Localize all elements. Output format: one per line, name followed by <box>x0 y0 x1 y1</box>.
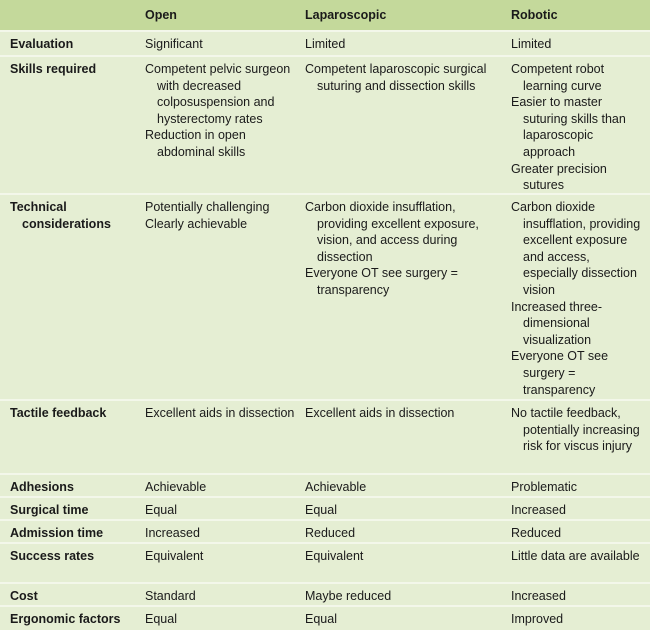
open-cell <box>145 525 300 542</box>
cell-item: Excellent aids in dissection <box>305 406 455 420</box>
robotic-cell <box>511 525 647 542</box>
open-cell <box>145 61 300 161</box>
laparoscopic-cell <box>305 588 505 605</box>
row-label: Admission time <box>10 526 104 540</box>
robotic-cell <box>511 548 647 565</box>
cell-item: Competent laparoscopic surgical suturing and dissection skills <box>305 62 487 93</box>
cell-item: Increased <box>145 526 200 540</box>
row-label: Tactile feedback <box>10 406 107 420</box>
cell-item: Carbon dioxide insufflation, providing excellent exposure and access, especially dissection vision <box>511 200 641 297</box>
cell-item: Easier to master suturing skills than laparoscopic approach <box>511 95 626 159</box>
laparoscopic-cell <box>305 61 505 94</box>
table-header <box>0 0 650 30</box>
row-label: Adhesions <box>10 480 74 494</box>
row-label: Evaluation <box>10 37 74 51</box>
laparoscopic-cell <box>305 36 505 53</box>
table-row <box>0 55 650 193</box>
cell-item: Increased three-dimensional visualization <box>511 299 603 347</box>
header-cell-laparoscopic: Laparoscopic <box>305 8 387 22</box>
open-cell <box>145 199 300 232</box>
row-label: Cost <box>10 589 38 603</box>
cell-item: Equal <box>145 503 177 517</box>
cell-item: Equal <box>145 612 177 626</box>
robotic-cell <box>511 199 647 398</box>
cell-item: Equal <box>305 612 337 626</box>
robotic-cell <box>511 611 647 628</box>
table-row <box>0 496 650 519</box>
cell-item: Potentially challenging <box>145 200 270 214</box>
laparoscopic-cell <box>305 405 505 422</box>
cell-item: Carbon dioxide insufflation, providing excellent exposure, vision, and access during dissection <box>305 200 479 264</box>
open-cell <box>145 611 300 628</box>
cell-item: Excellent aids in dissection <box>145 406 295 420</box>
laparoscopic-cell <box>305 479 505 496</box>
cell-item: Increased <box>511 589 566 603</box>
laparoscopic-cell <box>305 502 505 519</box>
cell-item: Reduced <box>305 526 356 540</box>
table-row <box>0 519 650 542</box>
table-row <box>0 605 650 630</box>
header-cell-robotic: Robotic <box>511 8 558 22</box>
open-cell <box>145 36 300 53</box>
cell-item: Improved <box>511 612 564 626</box>
cell-item: Clearly achievable <box>145 216 248 231</box>
laparoscopic-cell <box>305 611 505 628</box>
cell-item: Increased <box>511 503 566 517</box>
cell-item: Equivalent <box>145 549 204 563</box>
cell-item: Limited <box>305 37 346 51</box>
cell-item: Little data are available <box>511 549 640 563</box>
cell-item: Standard <box>145 589 196 603</box>
cell-item: Greater precision sutures <box>511 161 607 193</box>
cell-item: Achievable <box>145 480 207 494</box>
laparoscopic-cell <box>305 525 505 542</box>
header-cell-open: Open <box>145 8 177 22</box>
laparoscopic-cell <box>305 548 505 565</box>
table-row <box>0 193 650 399</box>
row-label: Ergonomic factors <box>10 612 121 626</box>
table-row <box>0 542 650 582</box>
cell-item: Reduction in open abdominal skills <box>145 128 246 159</box>
row-label: Success rates <box>10 549 95 563</box>
table-row <box>0 399 650 473</box>
cell-item: Reduced <box>511 526 562 540</box>
cell-item: Everyone OT see surgery = transparency <box>305 266 458 297</box>
cell-item: Equal <box>305 503 337 517</box>
cell-item: Maybe reduced <box>305 589 392 603</box>
cell-item: Achievable <box>305 480 367 494</box>
row-label: Surgical time <box>10 503 89 517</box>
cell-item: Competent pelvic surgeon with decreased colposuspension and hysterectomy rates <box>145 62 291 126</box>
cell-item: No tactile feedback, potentially increasing risk for viscus injury <box>511 406 640 454</box>
laparoscopic-cell <box>305 199 505 299</box>
row-label: Skills required <box>10 62 97 76</box>
cell-item: Competent robot learning curve <box>511 62 605 93</box>
cell-item: Significant <box>145 37 203 51</box>
open-cell <box>145 502 300 519</box>
robotic-cell <box>511 405 647 455</box>
cell-item: Problematic <box>511 480 577 494</box>
cell-item: Limited <box>511 37 552 51</box>
cell-item: Equivalent <box>305 549 364 563</box>
cell-item: Everyone OT see surgery = transparency <box>511 349 609 397</box>
open-cell <box>145 548 300 565</box>
table-row <box>0 473 650 496</box>
robotic-cell <box>511 479 647 496</box>
open-cell <box>145 479 300 496</box>
robotic-cell <box>511 588 647 605</box>
robotic-cell <box>511 61 647 194</box>
table-row <box>0 582 650 605</box>
robotic-cell <box>511 36 647 53</box>
open-cell <box>145 405 300 422</box>
table-row <box>0 30 650 55</box>
robotic-cell <box>511 502 647 519</box>
open-cell <box>145 588 300 605</box>
row-label: Technical considerations <box>10 200 111 231</box>
